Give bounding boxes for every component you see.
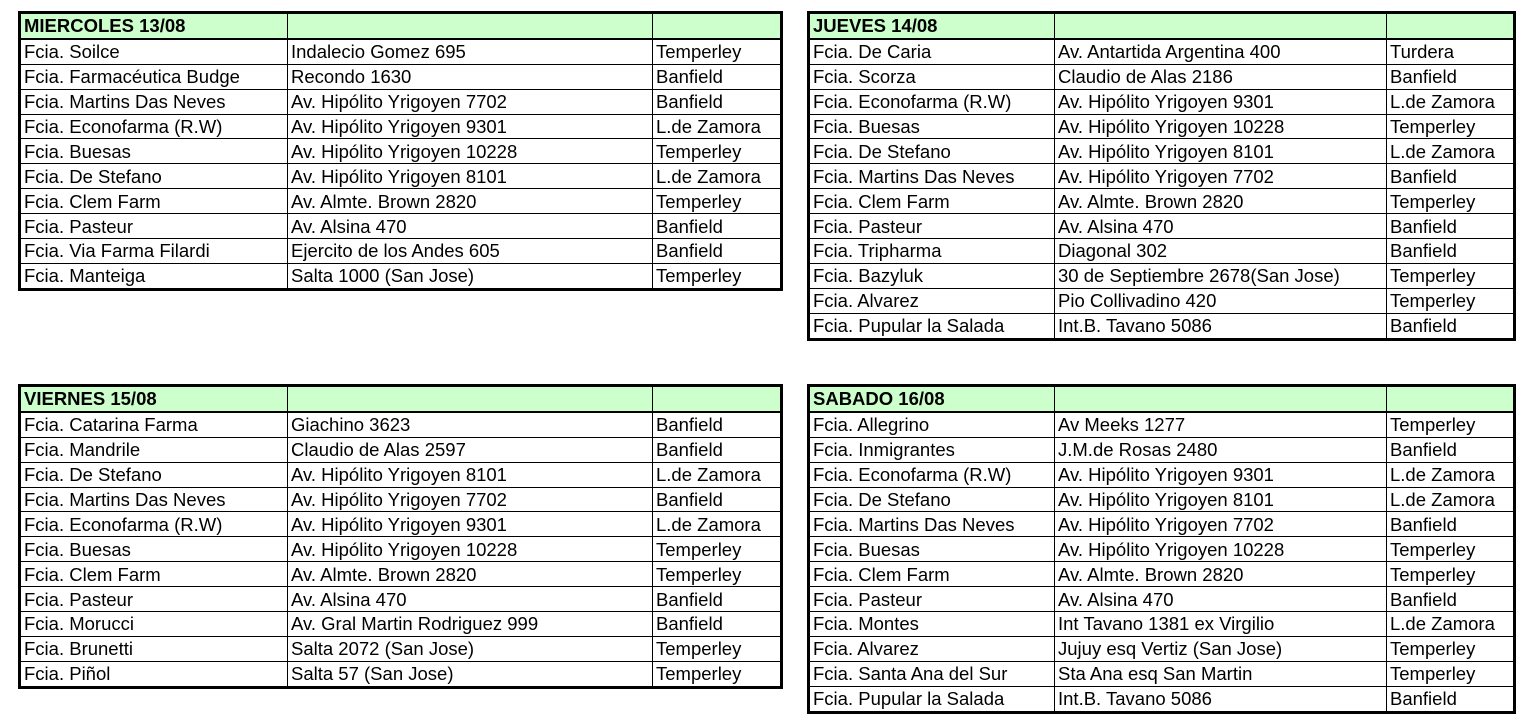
pharmacy-address: Av. Hipólito Yrigoyen 8101 xyxy=(1055,487,1387,512)
pharmacy-address: Av. Hipólito Yrigoyen 7702 xyxy=(288,487,653,512)
pharmacy-name: Fcia. Buesas xyxy=(809,114,1055,139)
pharmacy-address: Av. Hipólito Yrigoyen 10228 xyxy=(1055,537,1387,562)
pharmacy-locality: L.de Zamora xyxy=(1387,139,1515,164)
pharmacy-locality: Temperley xyxy=(653,189,782,214)
pharmacy-name: Fcia. Econofarma (R.W) xyxy=(809,89,1055,114)
table-row xyxy=(809,313,1515,339)
pharmacy-locality: Temperley xyxy=(1387,114,1515,139)
pharmacy-locality: Temperley xyxy=(653,537,782,562)
table-row xyxy=(20,89,782,114)
header-cell-blank xyxy=(1055,386,1387,412)
table-row xyxy=(20,114,782,139)
table-row xyxy=(809,587,1515,612)
pharmacy-locality: Banfield xyxy=(653,437,782,462)
pharmacy-address: Av. Hipólito Yrigoyen 9301 xyxy=(1055,462,1387,487)
pharmacy-address: Av. Hipólito Yrigoyen 7702 xyxy=(1055,164,1387,189)
schedule-block-thursday xyxy=(807,11,1516,341)
pharmacy-address: Int.B. Tavano 5086 xyxy=(1055,686,1387,712)
pharmacy-address: J.M.de Rosas 2480 xyxy=(1055,437,1387,462)
pharmacy-name: Fcia. Farmacéutica Budge xyxy=(20,64,288,89)
pharmacy-locality: Temperley xyxy=(1387,288,1515,313)
pharmacy-address: Salta 57 (San Jose) xyxy=(288,661,653,687)
table-row xyxy=(20,437,782,462)
pharmacy-locality: Banfield xyxy=(653,487,782,512)
pharmacy-address: Av. Hipólito Yrigoyen 9301 xyxy=(288,512,653,537)
pharmacy-address: Av. Alsina 470 xyxy=(288,214,653,239)
table-row xyxy=(809,661,1515,686)
pharmacy-address: Av. Gral Martin Rodriguez 999 xyxy=(288,612,653,637)
pharmacy-locality: Temperley xyxy=(653,562,782,587)
pharmacy-locality: Temperley xyxy=(653,39,782,64)
table-row xyxy=(20,562,782,587)
pharmacy-table xyxy=(807,384,1516,714)
pharmacy-locality: Banfield xyxy=(1387,686,1515,712)
day-title: MIERCOLES 13/08 xyxy=(20,13,288,39)
table-row xyxy=(20,487,782,512)
pharmacy-table xyxy=(18,384,783,689)
table-header-row xyxy=(809,13,1515,39)
table-row xyxy=(809,39,1515,64)
pharmacy-locality: Banfield xyxy=(653,214,782,239)
pharmacy-name: Fcia. De Stefano xyxy=(809,487,1055,512)
table-row xyxy=(809,263,1515,288)
header-cell-blank xyxy=(1055,13,1387,39)
pharmacy-name: Fcia. Clem Farm xyxy=(20,189,288,214)
pharmacy-name: Fcia. Via Farma Filardi xyxy=(20,239,288,264)
pharmacy-address: Av Meeks 1277 xyxy=(1055,412,1387,437)
table-row xyxy=(809,164,1515,189)
table-row xyxy=(809,214,1515,239)
pharmacy-address: Claudio de Alas 2186 xyxy=(1055,64,1387,89)
pharmacy-locality: Temperley xyxy=(653,263,782,289)
header-cell-blank xyxy=(653,13,782,39)
table-row xyxy=(809,89,1515,114)
pharmacy-address: 30 de Septiembre 2678(San Jose) xyxy=(1055,263,1387,288)
pharmacy-name: Fcia. Pasteur xyxy=(809,214,1055,239)
pharmacy-name: Fcia. Soilce xyxy=(20,39,288,64)
pharmacy-locality: L.de Zamora xyxy=(653,114,782,139)
pharmacy-name: Fcia. Pupular la Salada xyxy=(809,313,1055,339)
pharmacy-address: Ejercito de los Andes 605 xyxy=(288,239,653,264)
day-title: JUEVES 14/08 xyxy=(809,13,1055,39)
pharmacy-name: Fcia. Scorza xyxy=(809,64,1055,89)
pharmacy-name: Fcia. De Caria xyxy=(809,39,1055,64)
pharmacy-locality: Temperley xyxy=(653,661,782,687)
pharmacy-address: Av. Hipólito Yrigoyen 7702 xyxy=(288,89,653,114)
table-row xyxy=(809,437,1515,462)
pharmacy-locality: Banfield xyxy=(653,412,782,437)
day-title: SABADO 16/08 xyxy=(809,386,1055,412)
pharmacy-name: Fcia. Alvarez xyxy=(809,636,1055,661)
pharmacy-address: Diagonal 302 xyxy=(1055,239,1387,264)
pharmacy-address: Av. Antartida Argentina 400 xyxy=(1055,39,1387,64)
pharmacy-table xyxy=(807,11,1516,341)
table-row xyxy=(20,537,782,562)
pharmacy-name: Fcia. Alvarez xyxy=(809,288,1055,313)
pharmacy-locality: L.de Zamora xyxy=(1387,487,1515,512)
pharmacy-address: Pio Collivadino 420 xyxy=(1055,288,1387,313)
pharmacy-name: Fcia. Martins Das Neves xyxy=(20,89,288,114)
pharmacy-name: Fcia. Morucci xyxy=(20,612,288,637)
table-row xyxy=(20,214,782,239)
pharmacy-address: Av. Hipólito Yrigoyen 9301 xyxy=(288,114,653,139)
pharmacy-locality: Banfield xyxy=(653,64,782,89)
pharmacy-address: Jujuy esq Vertiz (San Jose) xyxy=(1055,636,1387,661)
table-row xyxy=(20,139,782,164)
pharmacy-locality: Banfield xyxy=(653,612,782,637)
table-row xyxy=(809,462,1515,487)
pharmacy-locality: Temperley xyxy=(1387,189,1515,214)
table-row xyxy=(809,239,1515,264)
pharmacy-locality: Temperley xyxy=(653,139,782,164)
pharmacy-name: Fcia. Bazyluk xyxy=(809,263,1055,288)
pharmacy-address: Av. Hipólito Yrigoyen 8101 xyxy=(288,164,653,189)
pharmacy-locality: Banfield xyxy=(1387,164,1515,189)
pharmacy-locality: L.de Zamora xyxy=(653,462,782,487)
pharmacy-address: Recondo 1630 xyxy=(288,64,653,89)
pharmacy-name: Fcia. Clem Farm xyxy=(809,189,1055,214)
pharmacy-address: Salta 1000 (San Jose) xyxy=(288,263,653,289)
pharmacy-locality: Temperley xyxy=(1387,537,1515,562)
pharmacy-name: Fcia. Martins Das Neves xyxy=(809,164,1055,189)
table-row xyxy=(809,636,1515,661)
table-row xyxy=(809,686,1515,712)
pharmacy-locality: Temperley xyxy=(1387,661,1515,686)
table-row xyxy=(20,462,782,487)
schedule-block-saturday xyxy=(807,384,1516,714)
pharmacy-address: Sta Ana esq San Martin xyxy=(1055,661,1387,686)
pharmacy-name: Fcia. Martins Das Neves xyxy=(809,512,1055,537)
pharmacy-address: Av. Alsina 470 xyxy=(1055,587,1387,612)
pharmacy-name: Fcia. Brunetti xyxy=(20,636,288,661)
pharmacy-name: Fcia. Mandrile xyxy=(20,437,288,462)
pharmacy-locality: Temperley xyxy=(1387,636,1515,661)
table-row xyxy=(809,612,1515,637)
pharmacy-name: Fcia. Buesas xyxy=(20,139,288,164)
pharmacy-name: Fcia. Buesas xyxy=(809,537,1055,562)
pharmacy-address: Av. Hipólito Yrigoyen 8101 xyxy=(288,462,653,487)
pharmacy-locality: Banfield xyxy=(653,239,782,264)
table-row xyxy=(20,263,782,289)
pharmacy-locality: Turdera xyxy=(1387,39,1515,64)
table-row xyxy=(809,537,1515,562)
pharmacy-locality: Temperley xyxy=(1387,562,1515,587)
table-row xyxy=(20,636,782,661)
table-row xyxy=(20,412,782,437)
header-cell-blank xyxy=(653,386,782,412)
table-row xyxy=(20,587,782,612)
table-row xyxy=(20,239,782,264)
header-cell-blank xyxy=(1387,386,1515,412)
table-row xyxy=(809,64,1515,89)
pharmacy-address: Av. Hipólito Yrigoyen 8101 xyxy=(1055,139,1387,164)
pharmacy-address: Av. Almte. Brown 2820 xyxy=(288,189,653,214)
pharmacy-locality: Temperley xyxy=(653,636,782,661)
table-row xyxy=(20,661,782,687)
table-row xyxy=(809,512,1515,537)
pharmacy-locality: Temperley xyxy=(1387,263,1515,288)
pharmacy-address: Int Tavano 1381 ex Virgilio xyxy=(1055,612,1387,637)
pharmacy-name: Fcia. Clem Farm xyxy=(20,562,288,587)
pharmacy-address: Av. Almte. Brown 2820 xyxy=(1055,562,1387,587)
pharmacy-name: Fcia. Econofarma (R.W) xyxy=(20,114,288,139)
header-cell-blank xyxy=(1387,13,1515,39)
pharmacy-locality: L.de Zamora xyxy=(1387,612,1515,637)
table-header-row xyxy=(20,13,782,39)
table-row xyxy=(809,412,1515,437)
pharmacy-locality: Temperley xyxy=(1387,412,1515,437)
pharmacy-locality: L.de Zamora xyxy=(1387,89,1515,114)
pharmacy-locality: Banfield xyxy=(653,89,782,114)
day-title: VIERNES 15/08 xyxy=(20,386,288,412)
pharmacy-locality: Banfield xyxy=(1387,587,1515,612)
table-header-row xyxy=(20,386,782,412)
pharmacy-address: Av. Almte. Brown 2820 xyxy=(288,562,653,587)
pharmacy-name: Fcia. Clem Farm xyxy=(809,562,1055,587)
table-row xyxy=(809,562,1515,587)
pharmacy-address: Av. Hipólito Yrigoyen 10228 xyxy=(288,139,653,164)
schedule-block-wednesday xyxy=(18,11,783,291)
pharmacy-address: Indalecio Gomez 695 xyxy=(288,39,653,64)
pharmacy-locality: Banfield xyxy=(1387,313,1515,339)
table-header-row xyxy=(809,386,1515,412)
pharmacy-name: Fcia. De Stefano xyxy=(20,462,288,487)
pharmacy-address: Giachino 3623 xyxy=(288,412,653,437)
pharmacy-name: Fcia. De Stefano xyxy=(809,139,1055,164)
pharmacy-name: Fcia. Martins Das Neves xyxy=(20,487,288,512)
header-cell-blank xyxy=(288,386,653,412)
pharmacy-address: Av. Alsina 470 xyxy=(288,587,653,612)
pharmacy-locality: Banfield xyxy=(1387,437,1515,462)
pharmacy-locality: L.de Zamora xyxy=(653,512,782,537)
table-row xyxy=(809,487,1515,512)
pharmacy-name: Fcia. Catarina Farma xyxy=(20,412,288,437)
pharmacy-name: Fcia. Pasteur xyxy=(20,214,288,239)
pharmacy-name: Fcia. Manteiga xyxy=(20,263,288,289)
pharmacy-address: Claudio de Alas 2597 xyxy=(288,437,653,462)
pharmacy-address: Int.B. Tavano 5086 xyxy=(1055,313,1387,339)
pharmacy-locality: L.de Zamora xyxy=(653,164,782,189)
pharmacy-address: Salta 2072 (San Jose) xyxy=(288,636,653,661)
table-row xyxy=(20,39,782,64)
pharmacy-locality: Banfield xyxy=(1387,214,1515,239)
table-row xyxy=(809,139,1515,164)
table-row xyxy=(20,189,782,214)
pharmacy-address: Av. Hipólito Yrigoyen 10228 xyxy=(288,537,653,562)
pharmacy-name: Fcia. Pupular la Salada xyxy=(809,686,1055,712)
table-row xyxy=(809,114,1515,139)
pharmacy-name: Fcia. Buesas xyxy=(20,537,288,562)
table-row xyxy=(20,612,782,637)
table-row xyxy=(809,288,1515,313)
table-row xyxy=(20,164,782,189)
pharmacy-name: Fcia. Santa Ana del Sur xyxy=(809,661,1055,686)
pharmacy-name: Fcia. De Stefano xyxy=(20,164,288,189)
pharmacy-locality: L.de Zamora xyxy=(1387,462,1515,487)
schedule-block-friday xyxy=(18,384,783,689)
pharmacy-locality: Banfield xyxy=(653,587,782,612)
pharmacy-locality: Banfield xyxy=(1387,239,1515,264)
pharmacy-address: Av. Hipólito Yrigoyen 10228 xyxy=(1055,114,1387,139)
pharmacy-name: Fcia. Pasteur xyxy=(20,587,288,612)
pharmacy-name: Fcia. Tripharma xyxy=(809,239,1055,264)
pharmacy-locality: Banfield xyxy=(1387,512,1515,537)
pharmacy-name: Fcia. Piñol xyxy=(20,661,288,687)
pharmacy-address: Av. Alsina 470 xyxy=(1055,214,1387,239)
pharmacy-address: Av. Almte. Brown 2820 xyxy=(1055,189,1387,214)
pharmacy-name: Fcia. Allegrino xyxy=(809,412,1055,437)
table-row xyxy=(20,64,782,89)
pharmacy-name: Fcia. Pasteur xyxy=(809,587,1055,612)
pharmacy-name: Fcia. Econofarma (R.W) xyxy=(809,462,1055,487)
pharmacy-address: Av. Hipólito Yrigoyen 9301 xyxy=(1055,89,1387,114)
pharmacy-name: Fcia. Montes xyxy=(809,612,1055,637)
table-row xyxy=(20,512,782,537)
pharmacy-name: Fcia. Inmigrantes xyxy=(809,437,1055,462)
table-row xyxy=(809,189,1515,214)
header-cell-blank xyxy=(288,13,653,39)
pharmacy-name: Fcia. Econofarma (R.W) xyxy=(20,512,288,537)
pharmacy-table xyxy=(18,11,783,291)
pharmacy-address: Av. Hipólito Yrigoyen 7702 xyxy=(1055,512,1387,537)
pharmacy-locality: Banfield xyxy=(1387,64,1515,89)
